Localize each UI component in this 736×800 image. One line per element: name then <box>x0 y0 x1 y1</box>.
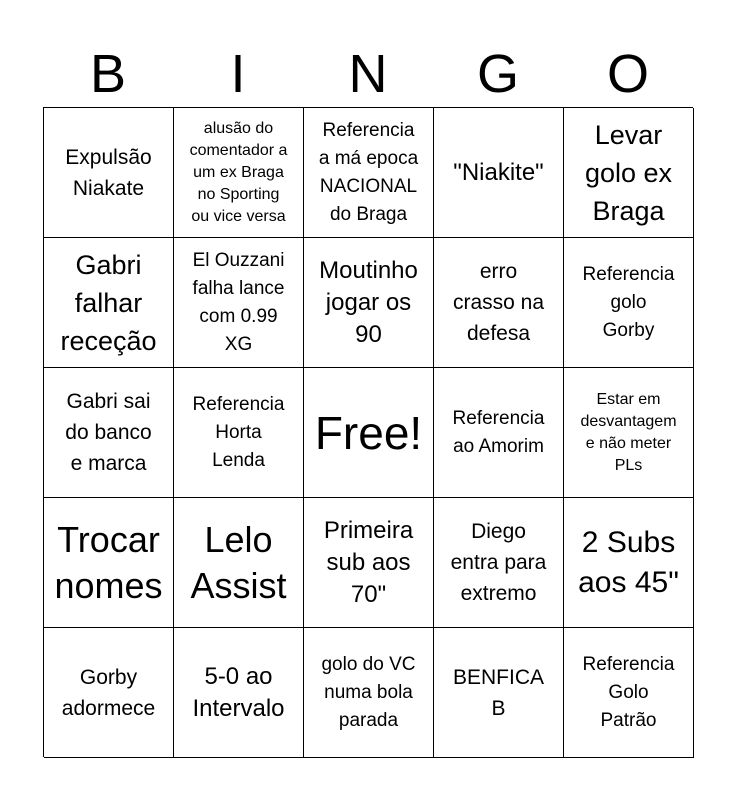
bingo-cell-r1c2[interactable] <box>174 108 304 238</box>
bingo-cell-r4c5[interactable] <box>564 498 694 628</box>
bingo-cell-r5c4[interactable] <box>434 628 564 758</box>
bingo-cell-r2c1[interactable] <box>44 238 174 368</box>
cell-text: Expulsão Niakate <box>65 145 152 200</box>
bingo-cell-r5c5[interactable] <box>564 628 694 758</box>
cell-text: 5-0 ao Intervalo <box>192 662 285 722</box>
cell-text: golo do VC numa bola parada <box>321 653 416 731</box>
cell-text: 2 Subs aos 45" <box>578 525 679 599</box>
cell-text: Gabri falhar receção <box>60 249 157 356</box>
header-letter-i: I <box>230 44 246 104</box>
cell-text: BENFICA B <box>452 665 544 720</box>
bingo-cell-r3c4[interactable] <box>434 368 564 498</box>
cell-text: Diego entra para extremo <box>450 520 547 605</box>
cell-text: alusão do comentador a um ex Braga no Sporting ou vice versa <box>189 119 288 225</box>
bingo-cell-free[interactable] <box>304 368 434 498</box>
bingo-cell-r2c2[interactable] <box>174 238 304 368</box>
header-letter-o: O <box>606 44 649 104</box>
bingo-cell-r1c1[interactable] <box>44 108 174 238</box>
cell-text: Primeira sub aos 70" <box>323 516 414 608</box>
bingo-cell-r1c4[interactable] <box>434 108 564 238</box>
bingo-cell-r5c3[interactable] <box>304 628 434 758</box>
cell-text: El Ouzzani falha lance com 0.99 XG <box>192 249 285 355</box>
cell-text: Gabri sai do banco e marca <box>65 390 152 475</box>
cell-text: Levar golo ex Braga <box>584 119 673 226</box>
bingo-cell-r2c5[interactable] <box>564 238 694 368</box>
bingo-header <box>43 40 693 108</box>
cell-text: Gorby adormece <box>61 665 156 720</box>
bingo-cell-r3c1[interactable] <box>44 368 174 498</box>
cell-text: Estar em desvantagem e não meter PLs <box>580 390 677 474</box>
bingo-cell-r3c5[interactable] <box>564 368 694 498</box>
bingo-cell-r4c3[interactable] <box>304 498 434 628</box>
cell-text: Referencia a má epoca NACIONAL do Braga <box>318 119 419 225</box>
bingo-cell-r2c3[interactable] <box>304 238 434 368</box>
free-space-text: Free! <box>314 406 423 459</box>
header-letter-b: B <box>89 44 127 104</box>
bingo-cell-r1c3[interactable] <box>304 108 434 238</box>
bingo-cell-r5c1[interactable] <box>44 628 174 758</box>
cell-text: Referencia ao Amorim <box>452 407 545 457</box>
header-letter-g: G <box>476 44 519 104</box>
header-letter-n: N <box>348 44 388 104</box>
cell-text: erro crasso na defesa <box>452 260 545 345</box>
cell-text: Referencia Golo Patrão <box>582 653 675 731</box>
bingo-cell-r1c5[interactable] <box>564 108 694 238</box>
cell-text: Referencia Horta Lenda <box>192 393 285 471</box>
cell-text: Trocar nomes <box>54 518 163 606</box>
bingo-cell-r4c4[interactable] <box>434 498 564 628</box>
cell-text: Referencia golo Gorby <box>582 263 675 341</box>
bingo-cell-r4c2[interactable] <box>174 498 304 628</box>
bingo-board <box>43 107 693 757</box>
bingo-cell-r3c2[interactable] <box>174 368 304 498</box>
bingo-cell-r5c2[interactable] <box>174 628 304 758</box>
cell-text: "Niakite" <box>453 158 544 186</box>
bingo-cell-r2c4[interactable] <box>434 238 564 368</box>
cell-text: Moutinho jogar os 90 <box>319 256 418 348</box>
bingo-cell-r4c1[interactable] <box>44 498 174 628</box>
cell-text: Lelo Assist <box>190 518 287 606</box>
